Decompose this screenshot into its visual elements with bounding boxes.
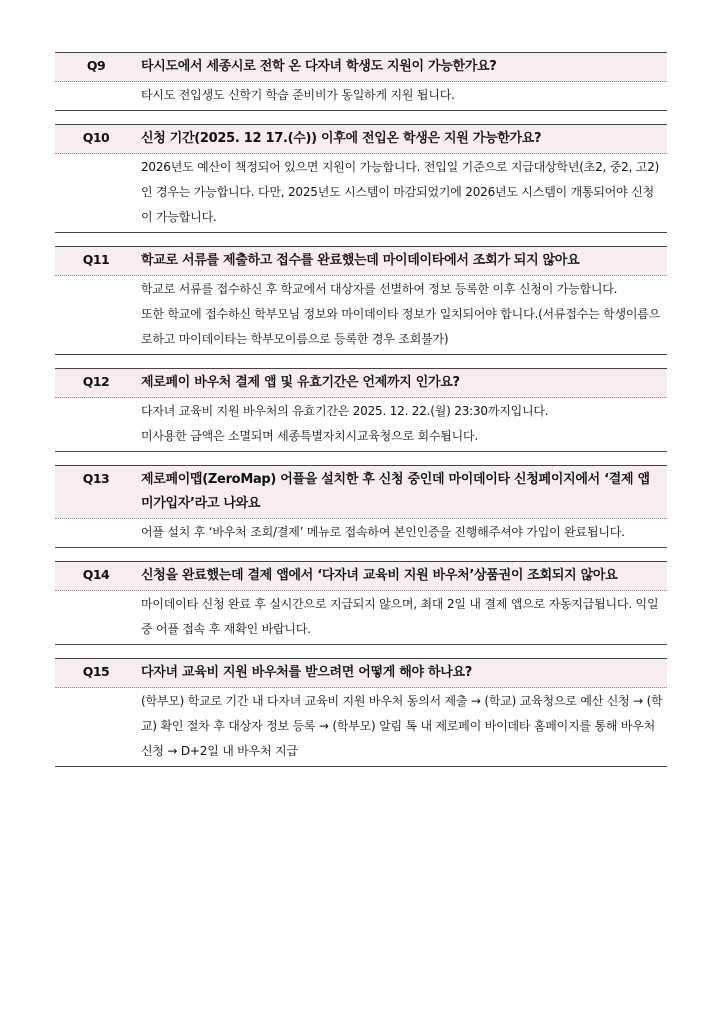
answer-row [55, 688, 667, 766]
answer-text [137, 519, 667, 547]
question-row [55, 561, 667, 591]
question-number: Q10 [82, 130, 110, 145]
answer-text [137, 82, 667, 110]
answer-paragraph: 학교로 서류를 접수하신 후 학교에서 대상자를 선별하여 정보 등록한 이후 신청이 가능합니다. [141, 282, 618, 296]
answer-paragraph: 미사용한 금액은 소멸되며 세종특별자치시교육청으로 회수됩니다. [141, 429, 479, 443]
question-row [55, 658, 667, 688]
question-number: Q14 [82, 567, 110, 582]
question-text: 신청을 완료했는데 결제 앱에서 ‘다자녀 교육비 지원 바우처’상품권이 조회되지 않아요 [141, 568, 618, 583]
question-text: 학교로 서류를 제출하고 접수를 완료했는데 마이데이타에서 조회가 되지 않아요 [141, 253, 580, 268]
question-text: 다자녀 교육비 지원 바우처를 받으려면 어떻게 해야 하나요? [141, 665, 473, 680]
answer-paragraph: 다자녀 교육비 지원 바우처의 유효기간은 2025. 12. 22.(월) 23:30까지입니다. [141, 404, 549, 418]
answer-text [137, 688, 667, 766]
answer-paragraph: 어플 설치 후 ‘바우처 조회/결제’ 메뉴로 접속하여 본인인증을 진행해주셔야 가입이 완료됩니다. [141, 525, 625, 539]
faq-item [55, 246, 667, 355]
faq-item [55, 561, 667, 645]
answer-text [137, 154, 667, 232]
faq-item [55, 465, 667, 548]
question-text: 제로페이맵(ZeroMap) 어플을 설치한 후 신청 중인데 마이데이타 신청페이지에서 ‘결제 앱 미가입자’라고 나와요 [141, 472, 650, 511]
question-text: 제로페이 바우처 결제 앱 및 유효기간은 언제까지 인가요? [141, 375, 460, 390]
question-row [55, 124, 667, 154]
answer-row [55, 276, 667, 354]
answer-spacer [55, 591, 137, 644]
question-number: Q11 [82, 252, 110, 267]
question-row [55, 368, 667, 398]
question-text: 신청 기간(2025. 12 17.(수)) 이후에 전입온 학생은 지원 가능한가요? [141, 131, 542, 146]
answer-row [55, 519, 667, 547]
answer-paragraph: 타시도 전입생도 신학기 학습 준비비가 동일하게 지원 됩니다. [141, 88, 455, 102]
question-row [55, 465, 667, 519]
answer-spacer [55, 398, 137, 451]
answer-spacer [55, 276, 137, 354]
answer-paragraph: (학부모) 학교로 기간 내 다자녀 교육비 지원 바우처 동의서 제출 → (학교) 교육청으로 예산 신청 → (학교) 확인 절차 후 대상자 정보 등록 → (학부모) 알림 톡 내 제로페이 바이데타 홈페이지를 통해 바우처 신청 → D+2일 내 바우처 지급 [141, 694, 663, 758]
question-row [55, 52, 667, 82]
question-number: Q15 [82, 664, 110, 679]
answer-spacer [55, 519, 137, 547]
answer-paragraph: 또한 학교에 접수하신 학부모님 정보와 마이데이타 정보가 일치되어야 합니다.(서류접수는 학생이름으로하고 마이데이타는 학부모이름으로 등록한 경우 조회불가) [141, 307, 661, 346]
answer-spacer [55, 688, 137, 766]
faq-item [55, 368, 667, 452]
answer-text [137, 591, 667, 644]
answer-row [55, 154, 667, 232]
question-number: Q12 [82, 374, 110, 389]
question-number: Q9 [86, 58, 106, 73]
answer-row [55, 82, 667, 110]
faq-item [55, 124, 667, 233]
answer-text [137, 398, 667, 451]
answer-text [137, 276, 667, 354]
question-row [55, 246, 667, 276]
faq-item [55, 52, 667, 111]
answer-spacer [55, 154, 137, 232]
answer-spacer [55, 82, 137, 110]
answer-row [55, 398, 667, 451]
answer-paragraph: 마이데이타 신청 완료 후 실시간으로 지급되지 않으며, 최대 2일 내 결제 앱으로 자동지급됩니다. 익일 중 어플 접속 후 재확인 바랍니다. [141, 597, 659, 636]
faq-item [55, 658, 667, 767]
question-number: Q13 [82, 471, 110, 486]
answer-row [55, 591, 667, 644]
question-text: 타시도에서 세종시로 전학 온 다자녀 학생도 지원이 가능한가요? [141, 59, 497, 74]
answer-paragraph: 2026년도 예산이 책정되어 있으면 지원이 가능합니다. 전입일 기준으로 지급대상학년(초2, 중2, 고2)인 경우는 가능합니다. 다만, 2025년도 시스템이 마감되었기에 2026년도 시스템이 개통되어야 신청이 가능합니다. [141, 160, 660, 224]
faq-list [55, 52, 667, 780]
